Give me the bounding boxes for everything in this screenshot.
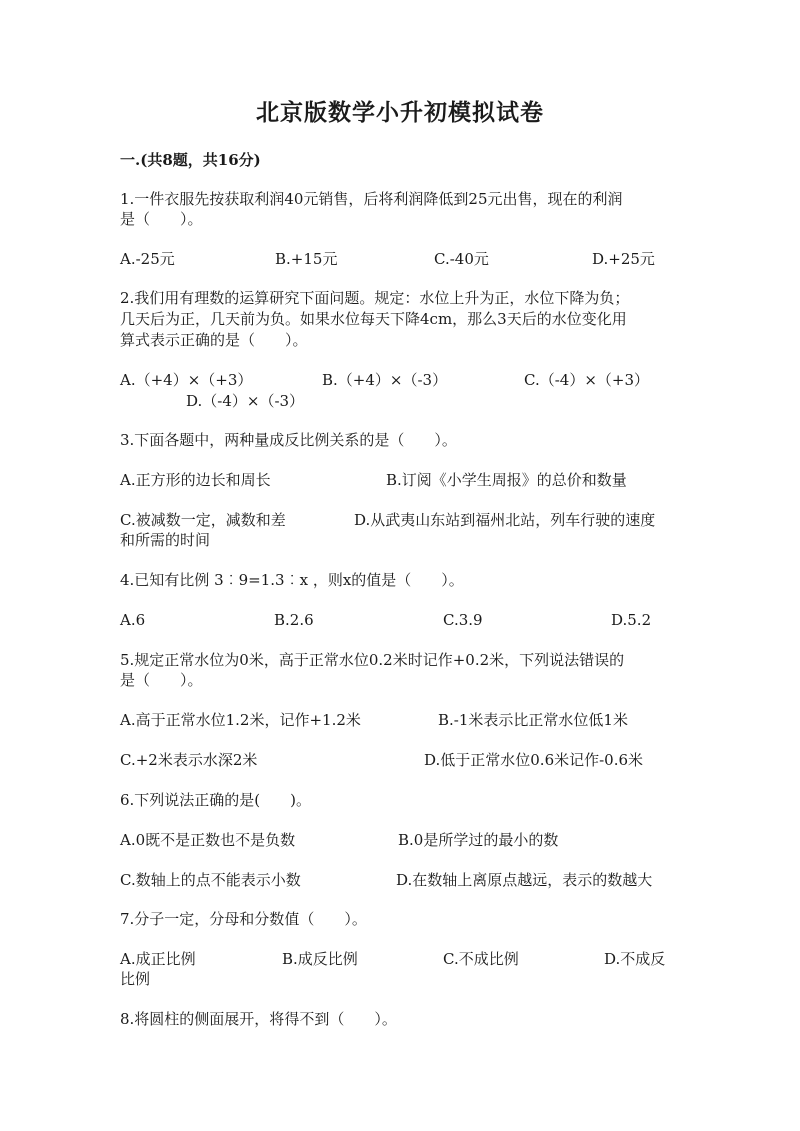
question-1-option-c: C.-40元 xyxy=(434,250,489,268)
question-7-option-d-cont: 比例 xyxy=(120,970,151,988)
question-2-line-2: 几天后为正，几天前为负。如果水位每天下降4cm，那么3天后的水位变化用 xyxy=(120,310,627,328)
question-7-option-b: B.成反比例 xyxy=(282,950,358,968)
question-5-line-1: 5.规定正常水位为0米，高于正常水位0.2米时记作+0.2米，下列说法错误的 xyxy=(120,651,625,669)
question-7-option-c: C.不成比例 xyxy=(443,950,519,968)
question-3-option-c: C.被减数一定，减数和差 xyxy=(120,511,286,529)
question-6-option-b: B.0是所学过的最小的数 xyxy=(398,831,559,849)
question-4-option-d: D.5.2 xyxy=(611,611,652,629)
question-2-option-d: D.（-4）×（-3） xyxy=(186,392,305,410)
question-3-option-d-cont: 和所需的时间 xyxy=(120,531,211,549)
question-7-option-d: D.不成反 xyxy=(604,950,666,968)
question-3-line-1: 3.下面各题中，两种量成反比例关系的是（ ）。 xyxy=(120,431,457,449)
question-6-option-a: A.0既不是正数也不是负数 xyxy=(120,831,296,849)
question-5-line-2: 是（ ）。 xyxy=(120,671,203,689)
question-2-option-a: A.（+4）×（+3） xyxy=(120,371,253,389)
question-5-option-c: C.+2米表示水深2米 xyxy=(120,751,258,769)
question-3-option-d: D.从武夷山东站到福州北站，列车行驶的速度 xyxy=(354,511,656,529)
question-2-option-c: C.（-4）×（+3） xyxy=(524,371,650,389)
question-2-line-3: 算式表示正确的是（ ）。 xyxy=(120,331,308,349)
question-3-option-b: B.订阅《小学生周报》的总价和数量 xyxy=(386,471,627,489)
question-5-option-b: B.-1米表示比正常水位低1米 xyxy=(438,711,628,729)
question-6-option-d: D.在数轴上离原点越远，表示的数越大 xyxy=(396,871,653,889)
question-2-line-1: 2.我们用有理数的运算研究下面问题。规定：水位上升为正，水位下降为负； xyxy=(120,289,630,307)
question-4-line-1: 4.已知有比例 3︰9=1.3︰x ，则x的值是（ ）。 xyxy=(120,571,464,589)
question-1-line-1: 1.一件衣服先按获取利润40元销售，后将利润降低到25元出售，现在的利润 xyxy=(120,190,623,208)
question-2-option-b: B.（+4）×（-3） xyxy=(322,371,448,389)
question-5-option-d: D.低于正常水位0.6米记作-0.6米 xyxy=(424,751,644,769)
section-heading: 一.(共8题，共16分) xyxy=(120,151,261,169)
question-1-option-d: D.+25元 xyxy=(592,250,655,268)
question-4-option-a: A.6 xyxy=(120,611,146,629)
question-4-option-c: C.3.9 xyxy=(443,611,483,629)
page-title: 北京版数学小升初模拟试卷 xyxy=(256,99,544,126)
question-1-line-2: 是（ ）。 xyxy=(120,210,203,228)
question-8-line-1: 8.将圆柱的侧面展开，将得不到（ ）。 xyxy=(120,1010,397,1028)
question-7-option-a: A.成正比例 xyxy=(120,950,196,968)
question-4-option-b: B.2.6 xyxy=(274,611,314,629)
question-7-line-1: 7.分子一定，分母和分数值（ ）。 xyxy=(120,910,367,928)
question-5-option-a: A.高于正常水位1.2米，记作+1.2米 xyxy=(120,711,361,729)
question-3-option-a: A.正方形的边长和周长 xyxy=(120,471,271,489)
question-1-option-a: A.-25元 xyxy=(120,250,175,268)
question-6-line-1: 6.下列说法正确的是( )。 xyxy=(120,791,312,809)
question-6-option-c: C.数轴上的点不能表示小数 xyxy=(120,871,301,889)
question-1-option-b: B.+15元 xyxy=(275,250,338,268)
